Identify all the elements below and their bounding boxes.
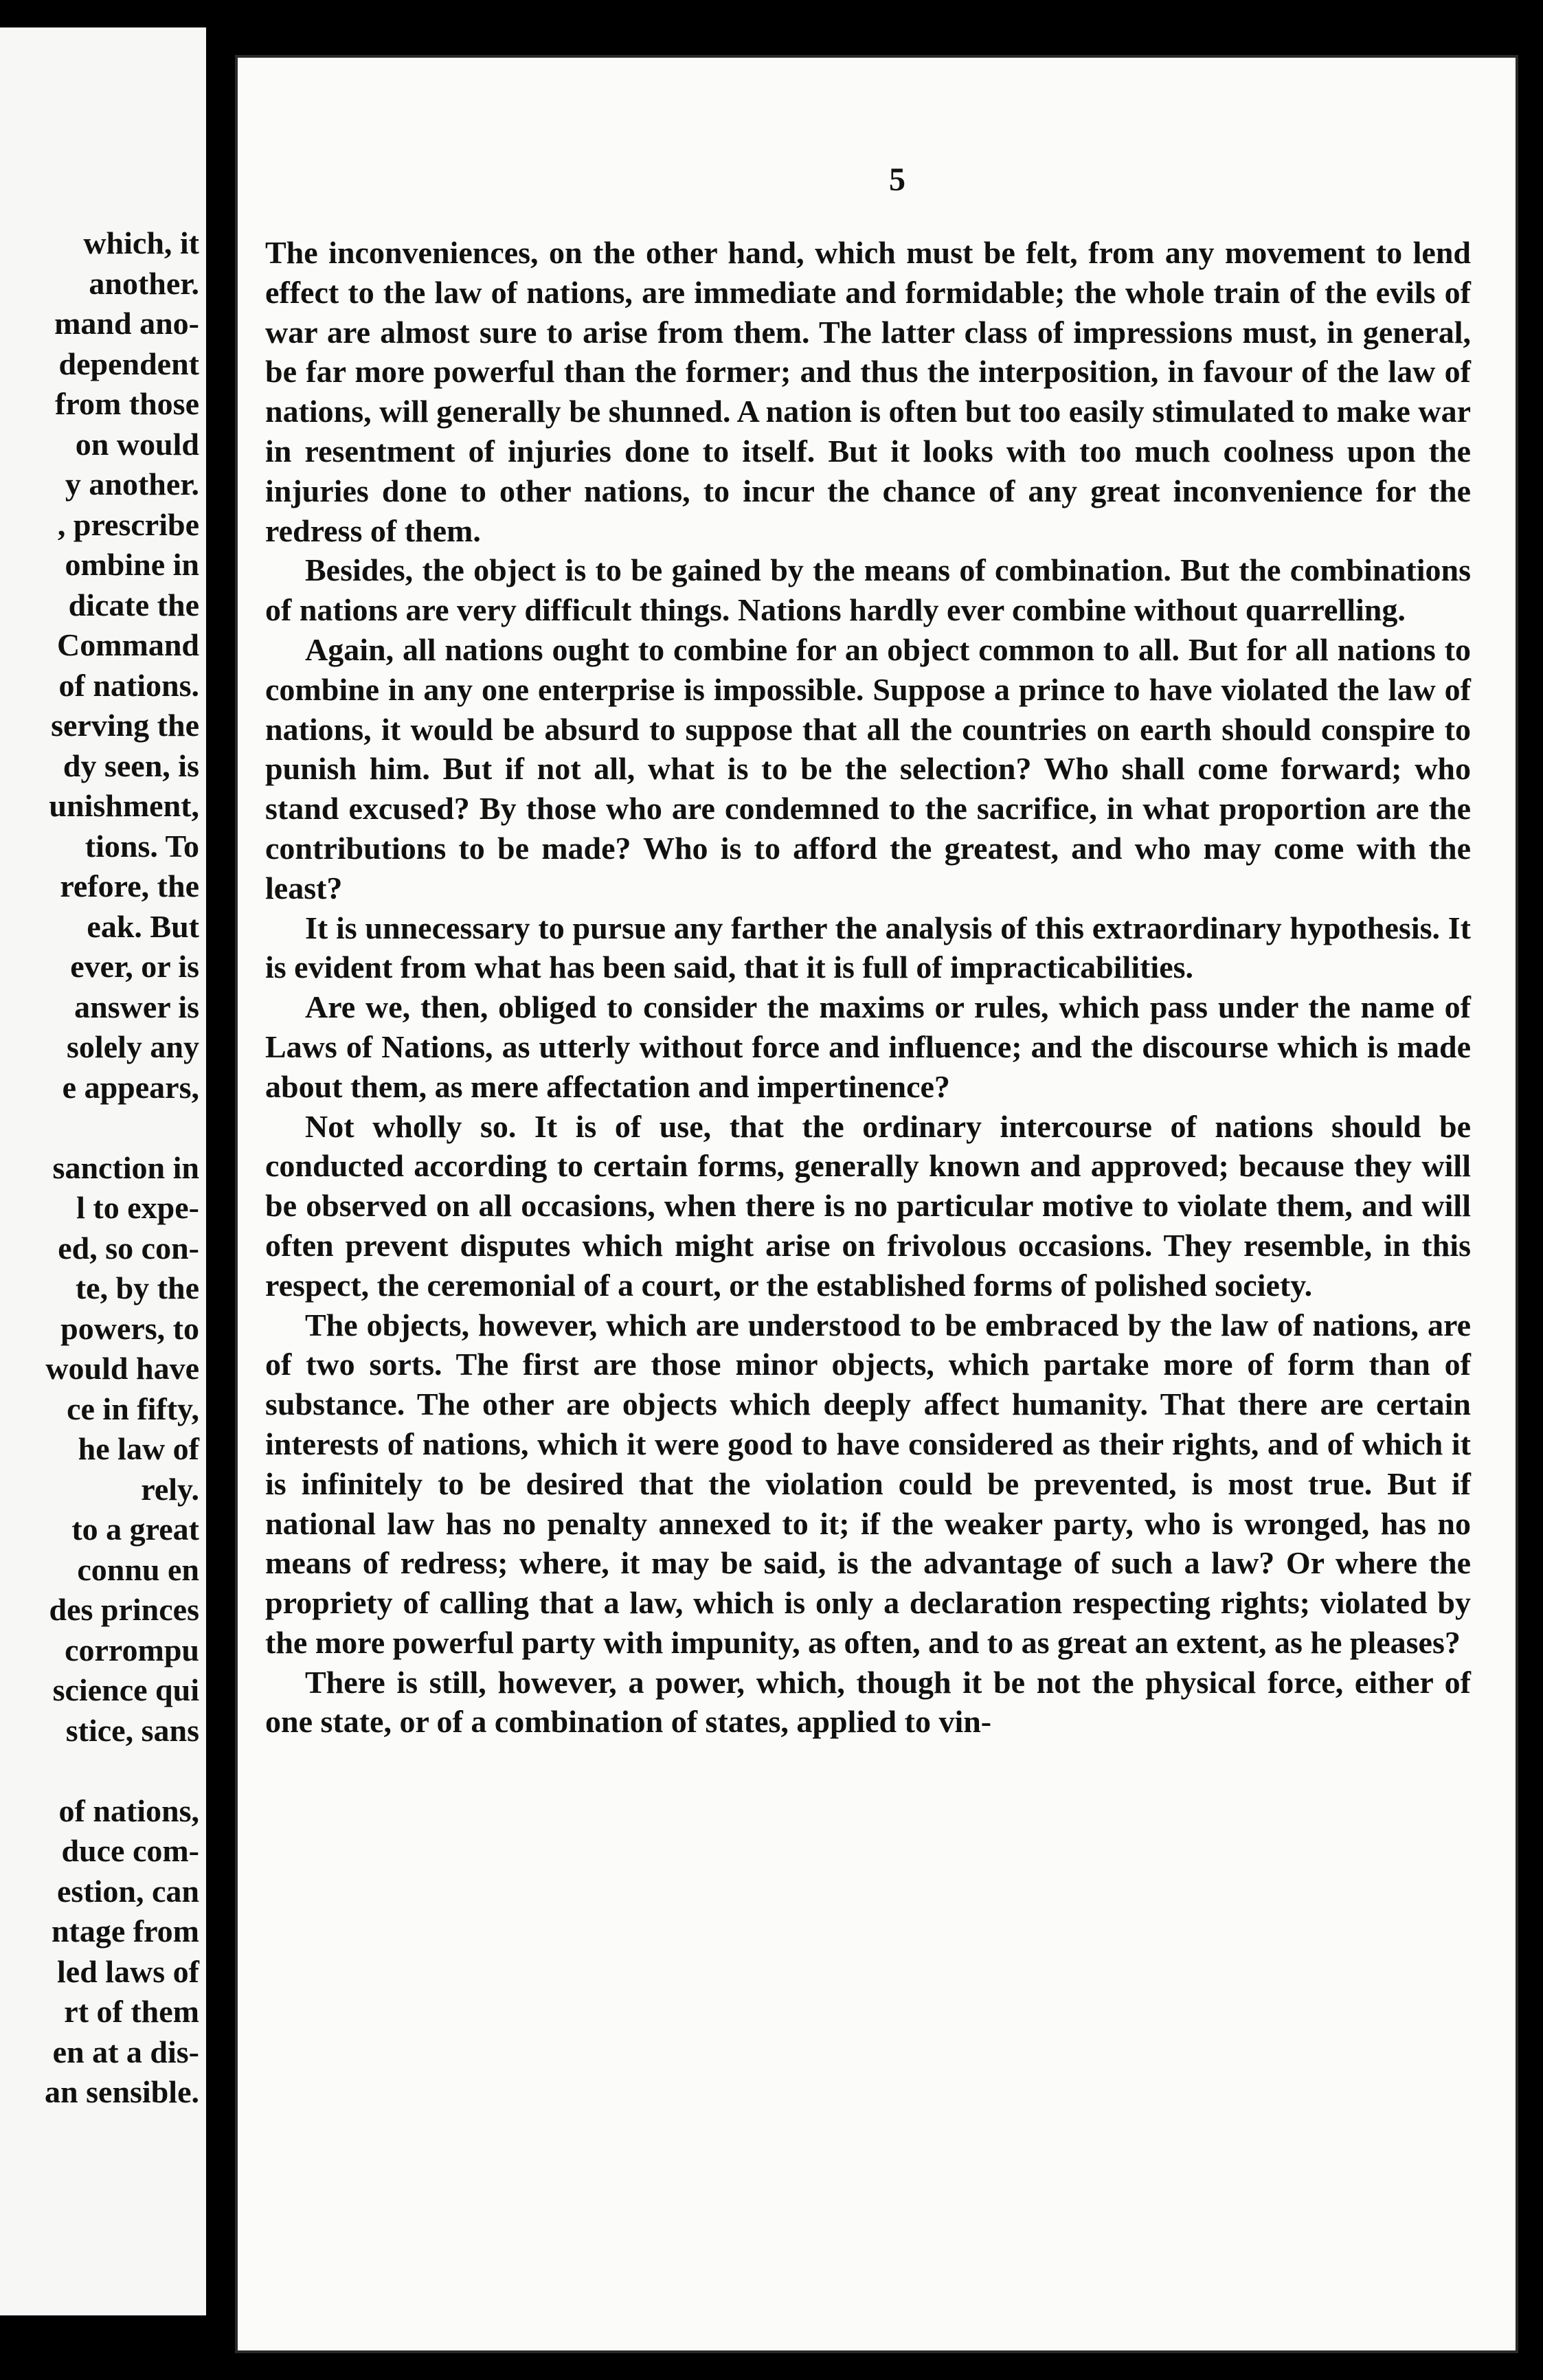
paragraph: Not wholly so. It is of use, that the ordinary intercourse of nations should be conducted according to certain forms, generally known and approved; because they will be observed on all occasions, when there is no particular motive to violate them, and will often prevent disputes which might arise on frivolous occasions. They resemble, in this respect, the ceremonial of a court, or the established forms of polished society. (265, 1108, 1471, 1303)
left-page-line: ombine in (65, 547, 199, 582)
left-page-line: tions. To (85, 828, 199, 864)
left-page-line: from those (55, 386, 199, 421)
left-page-line: another. (89, 265, 199, 301)
left-page-line: dy seen, is (63, 748, 199, 783)
paragraph: Besides, the object is to be gained by the means of combination. But the combinations of nations are very difficult things. Nations hardly ever combine without quarrelling. (265, 552, 1471, 628)
left-page-line: dicate the (68, 587, 199, 622)
left-page-line: he law of (78, 1431, 199, 1466)
left-page-line: answer is (74, 989, 199, 1024)
left-page-line: which, it (83, 225, 199, 260)
left-page-line: ed, so con- (58, 1230, 199, 1266)
body-text (265, 233, 1471, 1742)
left-page-line: ever, or is (70, 949, 199, 984)
left-page-line: Command (56, 627, 199, 662)
left-page-text (0, 223, 199, 2113)
left-page-line: of nations. (58, 667, 199, 703)
paragraph: The inconveniences, on the other hand, which must be felt, from any movement to lend effect to the law of nations, are immediate and formidable; the whole train of the evils of war are almost sure to arise from them. The latter class of impressions must, in general, be far more powerful than the former; and thus the interposition, in favour of the law of nations, will generally be shunned. A nation is often but too easily stimulated to make war in resentment of injuries done to itself. But it looks with too much coolness upon the injuries done to other nations, to incur the chance of any great inconvenience for the redress of them. (265, 235, 1471, 548)
left-page-line: estion, can (57, 1873, 199, 1909)
left-page-line: stice, sans (65, 1712, 199, 1748)
left-page-line: to a great (71, 1512, 199, 1547)
left-page-line: , prescribe (57, 506, 199, 542)
paragraph: Again, all nations ought to combine for an object common to all. But for all nations to combine in any one enterprise is impossible. Suppose a prince to have violated the law of nations, it would be absurd to suppose that all the countries on earth should conspire to punish him. But if not all, what is to be the selection? Who shall come forward; who stand excused? By those who are condemned to the sacrifice, in what proportion are the contributions to be made? Who is to afford the greatest, and who may come with the least? (265, 631, 1471, 906)
left-page-line: an sensible. (45, 2074, 199, 2109)
left-page-line: would have (45, 1351, 199, 1386)
left-page-line: l to expe- (76, 1190, 199, 1225)
page-number: 5 (889, 161, 905, 198)
left-page-line: of nations, (58, 1793, 199, 1828)
left-page-line: serving the (51, 708, 199, 743)
left-page-line: te, by the (75, 1270, 199, 1305)
left-page-line: solely any (67, 1029, 199, 1064)
left-page-line: rt of them (64, 1994, 199, 2029)
left-page (0, 27, 206, 2315)
left-page-line: led laws of (57, 1953, 199, 1989)
left-page-line: y another. (65, 467, 199, 502)
left-page-line: refore, the (60, 868, 199, 903)
left-page-line (0, 1751, 199, 1791)
paragraph: The objects, however, which are understood to be embraced by the law of nations, are of two sorts. The first are those minor objects, which partake more of form than of substance. The other are objects which deeply affect humanity. That there are certain interests of nations, which it were good to have considered as their rights, and of which it is infinitely to be desired that the violation could be prevented, is most true. But if national law has no penalty annexed to it; if the weaker party, who is wronged, has no means of redress; where, it may be said, is the advantage of such a law? Or where the propriety of calling that a law, which is only a declaration respecting rights; violated by the more powerful party with impunity, as often, and to as great an extent, as he pleases? (265, 1307, 1471, 1660)
left-page-line: duce com- (61, 1833, 199, 1868)
left-page-line: ce in fifty, (67, 1391, 199, 1426)
left-page-line: unishment, (49, 788, 199, 823)
left-page-line: connu en (77, 1551, 199, 1587)
left-page-line: on would (75, 426, 199, 462)
left-page-line: ntage from (51, 1913, 199, 1949)
book-gutter (206, 0, 234, 2380)
paragraph: It is unnecessary to pursue any farther the analysis of this extraordinary hypothesis. It is evident from what has been said, that it is full of impracticabilities. (265, 910, 1471, 985)
left-page-line: rely. (141, 1471, 199, 1507)
left-page-line (0, 1108, 199, 1148)
left-page-line: en at a dis- (52, 2034, 199, 2069)
left-page-line: eak. But (87, 908, 199, 944)
left-page-line: dependent (58, 346, 199, 381)
left-page-line: sanction in (52, 1149, 199, 1185)
left-page-line: des princes (49, 1592, 199, 1627)
left-page-line: science qui (52, 1672, 199, 1707)
right-page (235, 55, 1518, 2353)
paragraph: Are we, then, obliged to consider the maxims or rules, which pass under the name of Laws of Nations, as utterly without force and influence; and the discourse which is made about them, as mere affectation and impertinence? (265, 989, 1471, 1104)
left-page-line: mand ano- (54, 306, 199, 341)
left-page-line: e appears, (62, 1069, 199, 1105)
left-page-line: corrompu (65, 1632, 199, 1668)
left-page-line: powers, to (60, 1310, 199, 1346)
paragraph: There is still, however, a power, which, though it be not the physical force, either of one state, or of a combination of states, applied to vin- (265, 1664, 1471, 1740)
